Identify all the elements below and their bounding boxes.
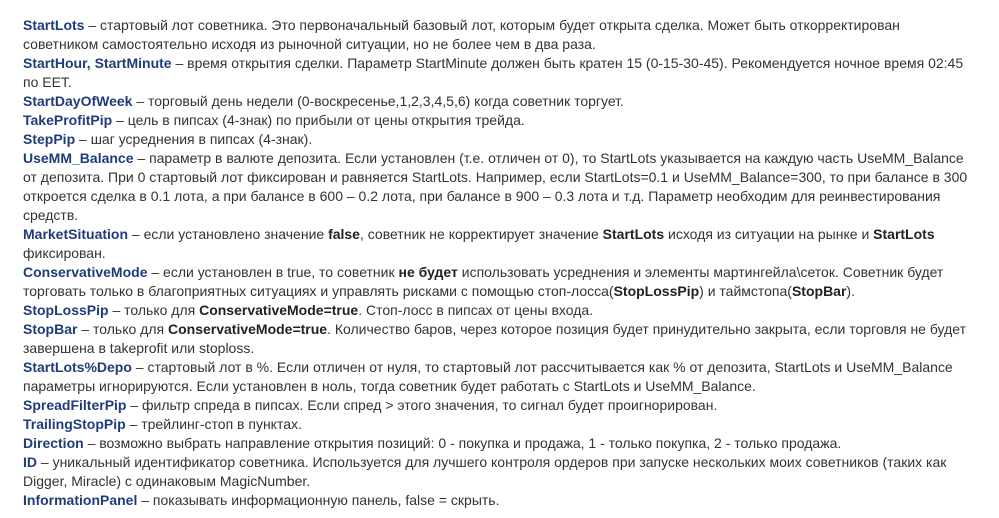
parameter-name: StartLots%Depo xyxy=(23,359,132,375)
parameter-entry xyxy=(23,149,977,225)
parameter-entry xyxy=(23,263,977,301)
description-text: – фильтр спреда в пипсах. Если спред > этого значения, то сигнал будет проигнорирован. xyxy=(126,397,718,413)
description-text: . Стоп-лосс в пипсах от цены входа. xyxy=(358,302,594,318)
description-text: – шаг усреднения в пипсах (4-знак). xyxy=(75,131,313,147)
bold-keyword: не будет xyxy=(398,264,458,280)
parameter-entry xyxy=(23,301,977,320)
parameter-name: StepPip xyxy=(23,131,76,147)
description-text: – если установлено значение xyxy=(128,226,329,242)
parameter-name: TrailingStopPip xyxy=(23,416,126,432)
description-text: – уникальный идентификатор советника. Используется для лучшего контроля ордеров при запуске нескольких моих советников (таких как Digger, Miracle) с одинаковым MagicNumber. xyxy=(23,454,947,489)
parameter-name: ID xyxy=(23,454,37,470)
bold-keyword: false xyxy=(328,226,360,242)
parameter-name: SpreadFilterPip xyxy=(23,397,127,413)
description-text: – показывать информационную панель, false = скрыть. xyxy=(137,492,500,508)
description-text: – стартовый лот советника. Это первоначальный базовый лот, которым будет открыта сделка. Может быть откорректирован советником самостоятельно исходя из рыночной ситуации, но не более чем в два раза. xyxy=(23,17,900,52)
description-text: – торговый день недели (0-воскресенье,1,2,3,4,5,6) когда советник торгует. xyxy=(132,93,624,109)
description-text: – если установлен в true, то советник xyxy=(147,264,399,280)
description-text: ) и таймстопа( xyxy=(699,283,792,299)
bold-keyword: ConservativeMode=true xyxy=(199,302,359,318)
parameter-entry xyxy=(23,92,977,111)
description-text: ). xyxy=(846,283,855,299)
description-text: – время открытия сделки. Параметр StartMinute должен быть кратен 15 (0-15-30-45). Рекомендуется ночное время 02:45 по EET. xyxy=(23,55,964,90)
parameter-entry xyxy=(23,491,977,510)
bold-keyword: StartLots xyxy=(602,226,665,242)
parameter-name: StartDayOfWeek xyxy=(23,93,133,109)
description-text: фиксирован. xyxy=(23,245,106,261)
bold-keyword: StopBar xyxy=(791,283,847,299)
parameter-name: ConservativeMode xyxy=(23,264,148,280)
parameter-name: StartLots xyxy=(23,17,85,33)
bold-keyword: StopLossPip xyxy=(613,283,700,299)
description-text: . Количество баров, через которое позиция будет принудительно закрыта, если торговля не будет завершена в takeprofit или stoploss. xyxy=(23,321,966,356)
description-text: – только для xyxy=(77,321,168,337)
parameter-name: UseMM_Balance xyxy=(23,150,134,166)
description-text: , советник не корректирует значение xyxy=(359,226,603,242)
description-text: – возможно выбрать направление открытия позиций: 0 - покупка и продажа, 1 - только покупка, 2 - только продажа. xyxy=(83,435,842,451)
description-text: – параметр в валюте депозита. Если установлен (т.е. отличен от 0), то StartLots указывается на каждую часть UseMM_Balance от депозита. При 0 стартовый лот фиксирован и равняется StartLots. Например, если StartLots=0.1 и UseMM_Balance=300, то при балансе в 300 откроется сделка в 0.1 лота, а при балансе в 600 – 0.2 лота, при балансе в 900 – 0.3 лота и т.д. Параметр необходим для реинвестирования средств. xyxy=(23,150,968,223)
parameter-name: StopLossPip xyxy=(23,302,109,318)
parameter-entry xyxy=(23,434,977,453)
parameter-entry xyxy=(23,320,977,358)
parameter-name: Direction xyxy=(23,435,84,451)
parameter-name: StartHour, StartMinute xyxy=(23,55,172,71)
parameter-name: InformationPanel xyxy=(23,492,138,508)
bold-keyword: StartLots xyxy=(873,226,935,242)
parameter-entry xyxy=(23,396,977,415)
description-text: – трейлинг-стоп в пунктах. xyxy=(125,416,302,432)
parameter-name: MarketSituation xyxy=(23,226,129,242)
parameter-name: TakeProfitPip xyxy=(23,112,113,128)
parameter-name: StopBar xyxy=(23,321,78,337)
parameter-entry xyxy=(23,225,977,263)
description-text: – только для xyxy=(108,302,200,318)
parameter-entry xyxy=(23,453,977,491)
description-text: – цель в пипсах (4-знак) по прибыли от цены открытия трейда. xyxy=(112,112,525,128)
parameter-entry xyxy=(23,111,977,130)
description-text: исходя из ситуации на рынке и xyxy=(664,226,874,242)
parameter-entry xyxy=(23,54,977,92)
description-text: – стартовый лот в %. Если отличен от нуля, то стартовый лот рассчитывается как % от депозита, StartLots и UseMM_Balance параметры игнорируются. Если установлен в ноль, тогда советник будет работать с StartLots и UseMM_Balance. xyxy=(23,359,953,394)
bold-keyword: ConservativeMode=true xyxy=(167,321,328,337)
parameter-entry xyxy=(23,130,977,149)
description-text: использовать усреднения и элементы мартингейла\сеток. Советник будет торговать только в благоприятных ситуациях и управлять рисками с помощью стоп-лосса( xyxy=(23,264,944,299)
parameter-entry xyxy=(23,358,977,396)
parameter-list xyxy=(23,16,977,510)
parameter-entry xyxy=(23,16,977,54)
parameter-entry xyxy=(23,415,977,434)
